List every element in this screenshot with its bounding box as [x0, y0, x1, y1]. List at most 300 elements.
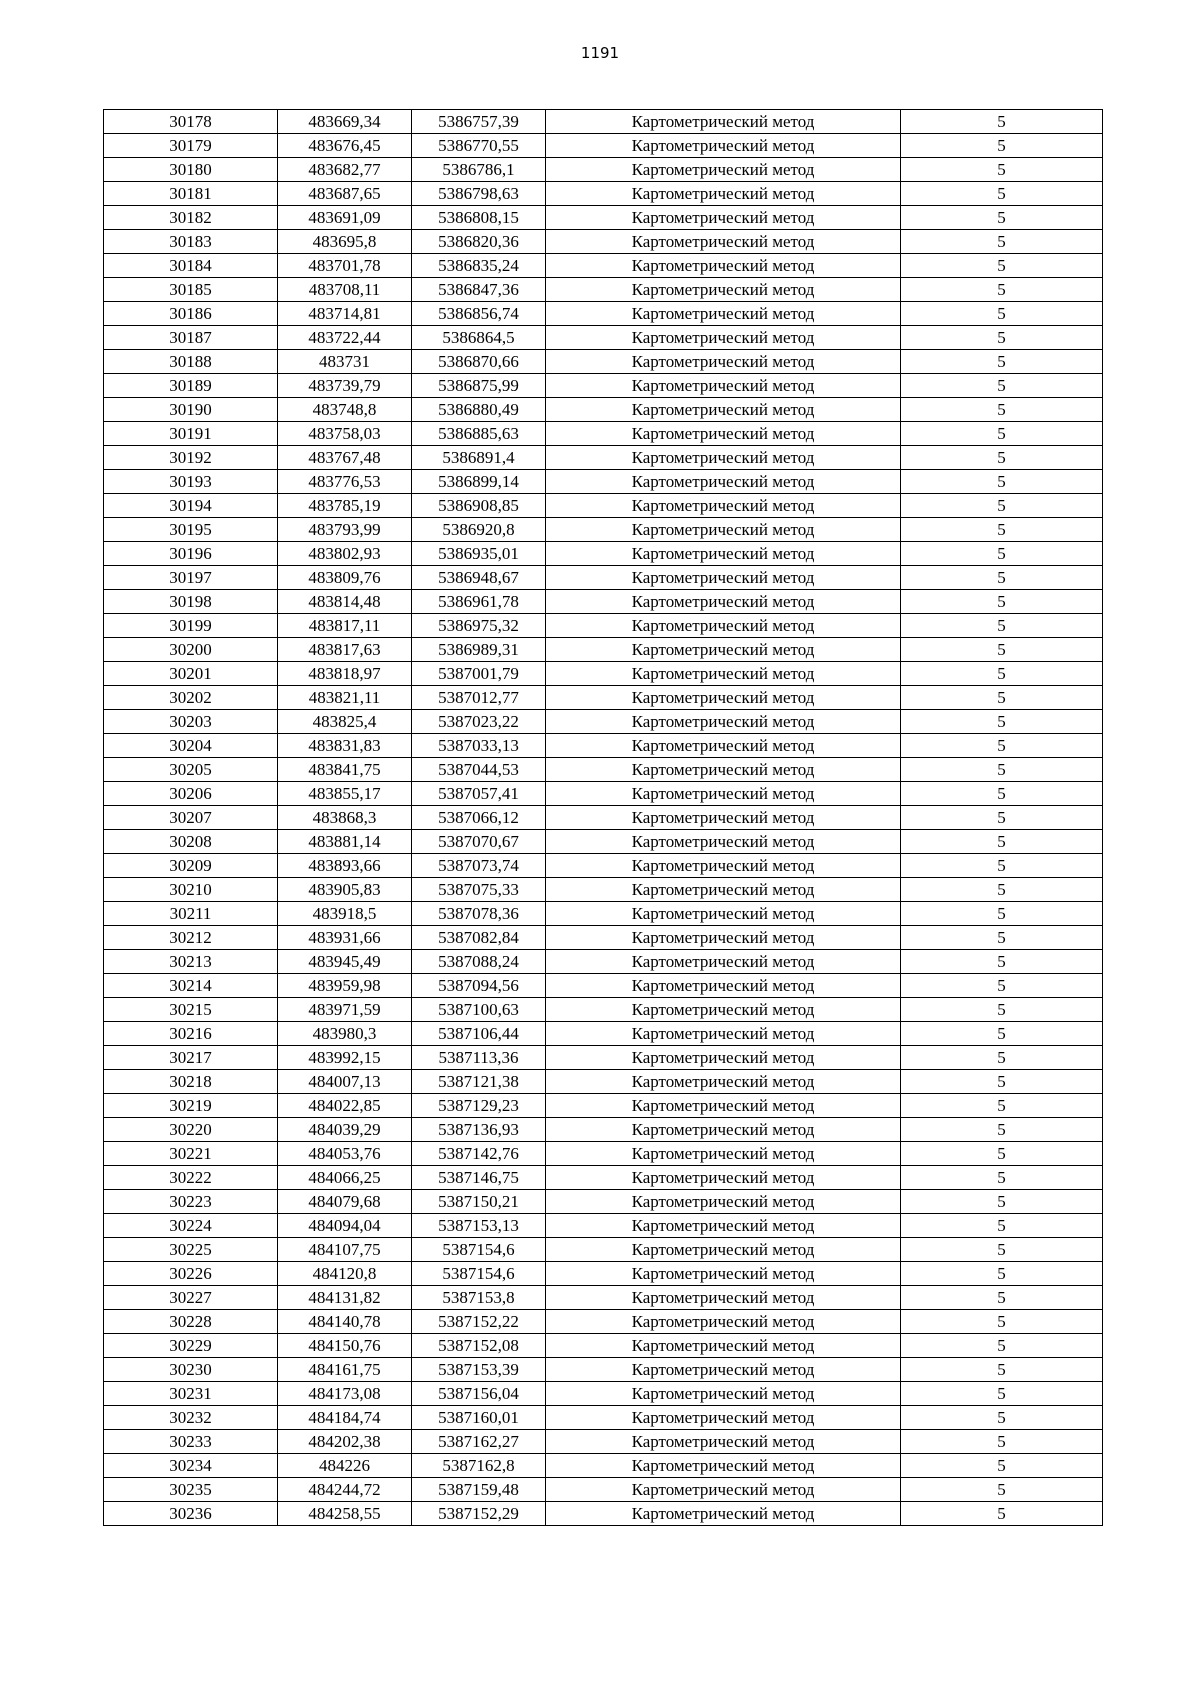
point-number-cell: 30234 — [104, 1454, 278, 1478]
x-coordinate-cell: 483818,97 — [278, 662, 412, 686]
table-row — [104, 950, 1103, 974]
y-coordinate-cell: 5386989,31 — [412, 638, 546, 662]
point-number-cell: 30198 — [104, 590, 278, 614]
x-coordinate-cell: 483682,77 — [278, 158, 412, 182]
method-cell: Картометрический метод — [546, 950, 901, 974]
x-coordinate-cell: 483893,66 — [278, 854, 412, 878]
x-coordinate-cell: 483931,66 — [278, 926, 412, 950]
accuracy-cell: 5 — [901, 134, 1103, 158]
point-number-cell: 30232 — [104, 1406, 278, 1430]
point-number-cell: 30186 — [104, 302, 278, 326]
accuracy-cell: 5 — [901, 1022, 1103, 1046]
method-cell: Картометрический метод — [546, 446, 901, 470]
x-coordinate-cell: 484007,13 — [278, 1070, 412, 1094]
accuracy-cell: 5 — [901, 494, 1103, 518]
accuracy-cell: 5 — [901, 542, 1103, 566]
method-cell: Картометрический метод — [546, 1118, 901, 1142]
method-cell: Картометрический метод — [546, 1190, 901, 1214]
table-row — [104, 734, 1103, 758]
x-coordinate-cell: 483669,34 — [278, 110, 412, 134]
y-coordinate-cell: 5386856,74 — [412, 302, 546, 326]
accuracy-cell: 5 — [901, 398, 1103, 422]
point-number-cell: 30216 — [104, 1022, 278, 1046]
x-coordinate-cell: 483714,81 — [278, 302, 412, 326]
x-coordinate-cell: 483691,09 — [278, 206, 412, 230]
method-cell: Картометрический метод — [546, 854, 901, 878]
table-row — [104, 806, 1103, 830]
table-row — [104, 446, 1103, 470]
accuracy-cell: 5 — [901, 662, 1103, 686]
accuracy-cell: 5 — [901, 1286, 1103, 1310]
table-row — [104, 1190, 1103, 1214]
x-coordinate-cell: 483695,8 — [278, 230, 412, 254]
table-row — [104, 1262, 1103, 1286]
method-cell: Картометрический метод — [546, 902, 901, 926]
x-coordinate-cell: 483841,75 — [278, 758, 412, 782]
accuracy-cell: 5 — [901, 326, 1103, 350]
table-row — [104, 758, 1103, 782]
y-coordinate-cell: 5387044,53 — [412, 758, 546, 782]
accuracy-cell: 5 — [901, 374, 1103, 398]
point-number-cell: 30204 — [104, 734, 278, 758]
table-row — [104, 1166, 1103, 1190]
method-cell: Картометрический метод — [546, 1334, 901, 1358]
y-coordinate-cell: 5387094,56 — [412, 974, 546, 998]
x-coordinate-cell: 484107,75 — [278, 1238, 412, 1262]
table-row — [104, 518, 1103, 542]
method-cell: Картометрический метод — [546, 398, 901, 422]
point-number-cell: 30227 — [104, 1286, 278, 1310]
y-coordinate-cell: 5386847,36 — [412, 278, 546, 302]
method-cell: Картометрический метод — [546, 278, 901, 302]
y-coordinate-cell: 5386975,32 — [412, 614, 546, 638]
accuracy-cell: 5 — [901, 302, 1103, 326]
method-cell: Картометрический метод — [546, 1070, 901, 1094]
y-coordinate-cell: 5386820,36 — [412, 230, 546, 254]
x-coordinate-cell: 483814,48 — [278, 590, 412, 614]
accuracy-cell: 5 — [901, 446, 1103, 470]
table-row — [104, 302, 1103, 326]
x-coordinate-cell: 484202,38 — [278, 1430, 412, 1454]
x-coordinate-cell: 484079,68 — [278, 1190, 412, 1214]
method-cell: Картометрический метод — [546, 302, 901, 326]
point-number-cell: 30214 — [104, 974, 278, 998]
method-cell: Картометрический метод — [546, 1022, 901, 1046]
table-row — [104, 110, 1103, 134]
accuracy-cell: 5 — [901, 1406, 1103, 1430]
point-number-cell: 30215 — [104, 998, 278, 1022]
accuracy-cell: 5 — [901, 830, 1103, 854]
point-number-cell: 30179 — [104, 134, 278, 158]
point-number-cell: 30189 — [104, 374, 278, 398]
table-row — [104, 998, 1103, 1022]
table-row — [104, 566, 1103, 590]
accuracy-cell: 5 — [901, 254, 1103, 278]
y-coordinate-cell: 5386920,8 — [412, 518, 546, 542]
table-row — [104, 614, 1103, 638]
point-number-cell: 30193 — [104, 470, 278, 494]
x-coordinate-cell: 483748,8 — [278, 398, 412, 422]
point-number-cell: 30208 — [104, 830, 278, 854]
accuracy-cell: 5 — [901, 1214, 1103, 1238]
table-row — [104, 422, 1103, 446]
x-coordinate-cell: 483817,11 — [278, 614, 412, 638]
point-number-cell: 30211 — [104, 902, 278, 926]
accuracy-cell: 5 — [901, 1238, 1103, 1262]
y-coordinate-cell: 5386757,39 — [412, 110, 546, 134]
method-cell: Картометрический метод — [546, 374, 901, 398]
x-coordinate-cell: 484053,76 — [278, 1142, 412, 1166]
x-coordinate-cell: 483687,65 — [278, 182, 412, 206]
x-coordinate-cell: 483980,3 — [278, 1022, 412, 1046]
accuracy-cell: 5 — [901, 158, 1103, 182]
method-cell: Картометрический метод — [546, 758, 901, 782]
x-coordinate-cell: 484258,55 — [278, 1502, 412, 1526]
y-coordinate-cell: 5386835,24 — [412, 254, 546, 278]
y-coordinate-cell: 5386908,85 — [412, 494, 546, 518]
y-coordinate-cell: 5387012,77 — [412, 686, 546, 710]
y-coordinate-cell: 5386770,55 — [412, 134, 546, 158]
accuracy-cell: 5 — [901, 950, 1103, 974]
x-coordinate-cell: 483809,76 — [278, 566, 412, 590]
accuracy-cell: 5 — [901, 206, 1103, 230]
table-row — [104, 158, 1103, 182]
y-coordinate-cell: 5386786,1 — [412, 158, 546, 182]
point-number-cell: 30224 — [104, 1214, 278, 1238]
accuracy-cell: 5 — [901, 1382, 1103, 1406]
x-coordinate-cell: 484066,25 — [278, 1166, 412, 1190]
x-coordinate-cell: 484039,29 — [278, 1118, 412, 1142]
accuracy-cell: 5 — [901, 974, 1103, 998]
accuracy-cell: 5 — [901, 1166, 1103, 1190]
accuracy-cell: 5 — [901, 278, 1103, 302]
point-number-cell: 30207 — [104, 806, 278, 830]
method-cell: Картометрический метод — [546, 1430, 901, 1454]
table-row — [104, 1070, 1103, 1094]
x-coordinate-cell: 484120,8 — [278, 1262, 412, 1286]
y-coordinate-cell: 5387073,74 — [412, 854, 546, 878]
y-coordinate-cell: 5387153,39 — [412, 1358, 546, 1382]
y-coordinate-cell: 5387150,21 — [412, 1190, 546, 1214]
accuracy-cell: 5 — [901, 686, 1103, 710]
x-coordinate-cell: 484244,72 — [278, 1478, 412, 1502]
x-coordinate-cell: 483971,59 — [278, 998, 412, 1022]
x-coordinate-cell: 484022,85 — [278, 1094, 412, 1118]
y-coordinate-cell: 5387066,12 — [412, 806, 546, 830]
method-cell: Картометрический метод — [546, 1142, 901, 1166]
point-number-cell: 30205 — [104, 758, 278, 782]
method-cell: Картометрический метод — [546, 182, 901, 206]
table-row — [104, 662, 1103, 686]
table-row — [104, 1238, 1103, 1262]
x-coordinate-cell: 483825,4 — [278, 710, 412, 734]
point-number-cell: 30195 — [104, 518, 278, 542]
point-number-cell: 30192 — [104, 446, 278, 470]
method-cell: Картометрический метод — [546, 1262, 901, 1286]
y-coordinate-cell: 5387100,63 — [412, 998, 546, 1022]
method-cell: Картометрический метод — [546, 110, 901, 134]
accuracy-cell: 5 — [901, 614, 1103, 638]
accuracy-cell: 5 — [901, 758, 1103, 782]
table-body — [104, 110, 1103, 1526]
accuracy-cell: 5 — [901, 1142, 1103, 1166]
accuracy-cell: 5 — [901, 854, 1103, 878]
x-coordinate-cell: 483831,83 — [278, 734, 412, 758]
point-number-cell: 30217 — [104, 1046, 278, 1070]
table-row — [104, 278, 1103, 302]
method-cell: Картометрический метод — [546, 1238, 901, 1262]
x-coordinate-cell: 483708,11 — [278, 278, 412, 302]
method-cell: Картометрический метод — [546, 1358, 901, 1382]
point-number-cell: 30226 — [104, 1262, 278, 1286]
table-row — [104, 686, 1103, 710]
accuracy-cell: 5 — [901, 806, 1103, 830]
y-coordinate-cell: 5386870,66 — [412, 350, 546, 374]
table-row — [104, 1286, 1103, 1310]
method-cell: Картометрический метод — [546, 326, 901, 350]
table-row — [104, 542, 1103, 566]
method-cell: Картометрический метод — [546, 590, 901, 614]
method-cell: Картометрический метод — [546, 1454, 901, 1478]
y-coordinate-cell: 5387113,36 — [412, 1046, 546, 1070]
accuracy-cell: 5 — [901, 518, 1103, 542]
x-coordinate-cell: 484184,74 — [278, 1406, 412, 1430]
table-row — [104, 398, 1103, 422]
y-coordinate-cell: 5386891,4 — [412, 446, 546, 470]
y-coordinate-cell: 5386880,49 — [412, 398, 546, 422]
accuracy-cell: 5 — [901, 590, 1103, 614]
table-row — [104, 638, 1103, 662]
point-number-cell: 30201 — [104, 662, 278, 686]
table-row — [104, 1334, 1103, 1358]
accuracy-cell: 5 — [901, 1358, 1103, 1382]
table-row — [104, 134, 1103, 158]
method-cell: Картометрический метод — [546, 566, 901, 590]
method-cell: Картометрический метод — [546, 686, 901, 710]
table-row — [104, 854, 1103, 878]
y-coordinate-cell: 5387152,22 — [412, 1310, 546, 1334]
method-cell: Картометрический метод — [546, 1214, 901, 1238]
accuracy-cell: 5 — [901, 1430, 1103, 1454]
accuracy-cell: 5 — [901, 566, 1103, 590]
table-row — [104, 830, 1103, 854]
method-cell: Картометрический метод — [546, 710, 901, 734]
point-number-cell: 30221 — [104, 1142, 278, 1166]
table-row — [104, 1430, 1103, 1454]
point-number-cell: 30203 — [104, 710, 278, 734]
x-coordinate-cell: 483868,3 — [278, 806, 412, 830]
method-cell: Картометрический метод — [546, 1502, 901, 1526]
point-number-cell: 30223 — [104, 1190, 278, 1214]
coordinates-table — [103, 109, 1103, 1526]
y-coordinate-cell: 5387159,48 — [412, 1478, 546, 1502]
x-coordinate-cell: 484161,75 — [278, 1358, 412, 1382]
table-row — [104, 1022, 1103, 1046]
accuracy-cell: 5 — [901, 422, 1103, 446]
table-row — [104, 230, 1103, 254]
table-row — [104, 1214, 1103, 1238]
y-coordinate-cell: 5387057,41 — [412, 782, 546, 806]
coordinates-table-container — [103, 109, 1103, 1526]
accuracy-cell: 5 — [901, 1478, 1103, 1502]
x-coordinate-cell: 483992,15 — [278, 1046, 412, 1070]
method-cell: Картометрический метод — [546, 1478, 901, 1502]
x-coordinate-cell: 483881,14 — [278, 830, 412, 854]
point-number-cell: 30228 — [104, 1310, 278, 1334]
y-coordinate-cell: 5387153,8 — [412, 1286, 546, 1310]
point-number-cell: 30210 — [104, 878, 278, 902]
y-coordinate-cell: 5387156,04 — [412, 1382, 546, 1406]
point-number-cell: 30209 — [104, 854, 278, 878]
method-cell: Картометрический метод — [546, 974, 901, 998]
page-number: 1191 — [580, 44, 620, 62]
table-row — [104, 1094, 1103, 1118]
table-row — [104, 326, 1103, 350]
table-row — [104, 470, 1103, 494]
method-cell: Картометрический метод — [546, 518, 901, 542]
point-number-cell: 30236 — [104, 1502, 278, 1526]
accuracy-cell: 5 — [901, 1070, 1103, 1094]
accuracy-cell: 5 — [901, 638, 1103, 662]
y-coordinate-cell: 5386935,01 — [412, 542, 546, 566]
accuracy-cell: 5 — [901, 1310, 1103, 1334]
point-number-cell: 30191 — [104, 422, 278, 446]
point-number-cell: 30231 — [104, 1382, 278, 1406]
table-row — [104, 1046, 1103, 1070]
method-cell: Картометрический метод — [546, 1094, 901, 1118]
point-number-cell: 30225 — [104, 1238, 278, 1262]
method-cell: Картометрический метод — [546, 254, 901, 278]
point-number-cell: 30233 — [104, 1430, 278, 1454]
x-coordinate-cell: 483767,48 — [278, 446, 412, 470]
method-cell: Картометрический метод — [546, 638, 901, 662]
x-coordinate-cell: 483918,5 — [278, 902, 412, 926]
y-coordinate-cell: 5387160,01 — [412, 1406, 546, 1430]
table-row — [104, 902, 1103, 926]
point-number-cell: 30182 — [104, 206, 278, 230]
point-number-cell: 30181 — [104, 182, 278, 206]
point-number-cell: 30199 — [104, 614, 278, 638]
point-number-cell: 30183 — [104, 230, 278, 254]
table-row — [104, 1118, 1103, 1142]
point-number-cell: 30229 — [104, 1334, 278, 1358]
y-coordinate-cell: 5387106,44 — [412, 1022, 546, 1046]
table-row — [104, 254, 1103, 278]
x-coordinate-cell: 483722,44 — [278, 326, 412, 350]
accuracy-cell: 5 — [901, 230, 1103, 254]
point-number-cell: 30178 — [104, 110, 278, 134]
accuracy-cell: 5 — [901, 734, 1103, 758]
table-row — [104, 1454, 1103, 1478]
x-coordinate-cell: 483793,99 — [278, 518, 412, 542]
y-coordinate-cell: 5387121,38 — [412, 1070, 546, 1094]
method-cell: Картометрический метод — [546, 158, 901, 182]
x-coordinate-cell: 483758,03 — [278, 422, 412, 446]
point-number-cell: 30219 — [104, 1094, 278, 1118]
x-coordinate-cell: 484150,76 — [278, 1334, 412, 1358]
method-cell: Картометрический метод — [546, 470, 901, 494]
x-coordinate-cell: 484131,82 — [278, 1286, 412, 1310]
point-number-cell: 30202 — [104, 686, 278, 710]
accuracy-cell: 5 — [901, 926, 1103, 950]
table-row — [104, 494, 1103, 518]
y-coordinate-cell: 5386899,14 — [412, 470, 546, 494]
method-cell: Картометрический метод — [546, 1286, 901, 1310]
table-row — [104, 350, 1103, 374]
x-coordinate-cell: 483821,11 — [278, 686, 412, 710]
point-number-cell: 30200 — [104, 638, 278, 662]
point-number-cell: 30213 — [104, 950, 278, 974]
method-cell: Картометрический метод — [546, 422, 901, 446]
accuracy-cell: 5 — [901, 998, 1103, 1022]
accuracy-cell: 5 — [901, 902, 1103, 926]
table-row — [104, 590, 1103, 614]
y-coordinate-cell: 5386885,63 — [412, 422, 546, 446]
point-number-cell: 30206 — [104, 782, 278, 806]
accuracy-cell: 5 — [901, 782, 1103, 806]
x-coordinate-cell: 483676,45 — [278, 134, 412, 158]
x-coordinate-cell: 483785,19 — [278, 494, 412, 518]
accuracy-cell: 5 — [901, 1262, 1103, 1286]
point-number-cell: 30197 — [104, 566, 278, 590]
point-number-cell: 30194 — [104, 494, 278, 518]
point-number-cell: 30190 — [104, 398, 278, 422]
table-row — [104, 878, 1103, 902]
point-number-cell: 30185 — [104, 278, 278, 302]
accuracy-cell: 5 — [901, 1046, 1103, 1070]
method-cell: Картометрический метод — [546, 878, 901, 902]
table-row — [104, 1478, 1103, 1502]
accuracy-cell: 5 — [901, 470, 1103, 494]
accuracy-cell: 5 — [901, 1094, 1103, 1118]
y-coordinate-cell: 5387023,22 — [412, 710, 546, 734]
table-row — [104, 1406, 1103, 1430]
table-row — [104, 206, 1103, 230]
point-number-cell: 30235 — [104, 1478, 278, 1502]
method-cell: Картометрический метод — [546, 542, 901, 566]
table-row — [104, 1502, 1103, 1526]
point-number-cell: 30222 — [104, 1166, 278, 1190]
method-cell: Картометрический метод — [546, 926, 901, 950]
x-coordinate-cell: 483776,53 — [278, 470, 412, 494]
y-coordinate-cell: 5387070,67 — [412, 830, 546, 854]
accuracy-cell: 5 — [901, 1190, 1103, 1214]
accuracy-cell: 5 — [901, 1502, 1103, 1526]
method-cell: Картометрический метод — [546, 734, 901, 758]
table-row — [104, 1310, 1103, 1334]
table-row — [104, 374, 1103, 398]
y-coordinate-cell: 5386808,15 — [412, 206, 546, 230]
x-coordinate-cell: 483817,63 — [278, 638, 412, 662]
y-coordinate-cell: 5387153,13 — [412, 1214, 546, 1238]
method-cell: Картометрический метод — [546, 230, 901, 254]
x-coordinate-cell: 483802,93 — [278, 542, 412, 566]
y-coordinate-cell: 5387154,6 — [412, 1238, 546, 1262]
point-number-cell: 30184 — [104, 254, 278, 278]
point-number-cell: 30212 — [104, 926, 278, 950]
accuracy-cell: 5 — [901, 878, 1103, 902]
accuracy-cell: 5 — [901, 350, 1103, 374]
x-coordinate-cell: 484094,04 — [278, 1214, 412, 1238]
table-row — [104, 1382, 1103, 1406]
y-coordinate-cell: 5386961,78 — [412, 590, 546, 614]
x-coordinate-cell: 483731 — [278, 350, 412, 374]
x-coordinate-cell: 483855,17 — [278, 782, 412, 806]
accuracy-cell: 5 — [901, 1118, 1103, 1142]
y-coordinate-cell: 5387129,23 — [412, 1094, 546, 1118]
x-coordinate-cell: 483701,78 — [278, 254, 412, 278]
y-coordinate-cell: 5387152,08 — [412, 1334, 546, 1358]
